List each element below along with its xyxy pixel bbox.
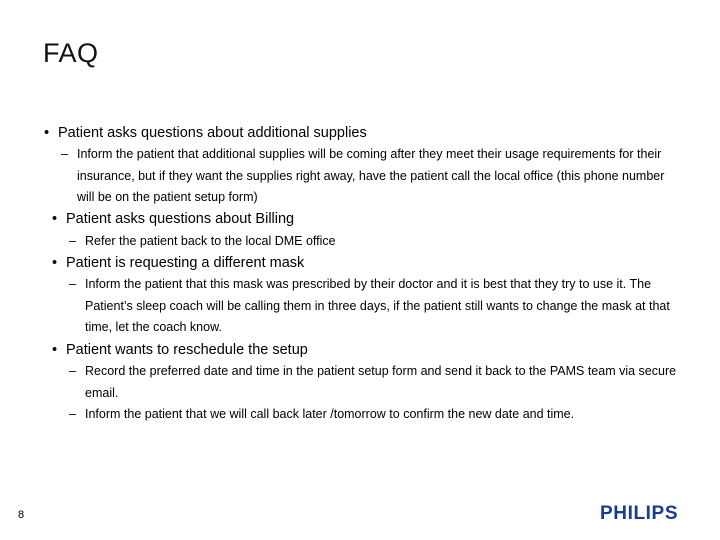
sub-item-text: Inform the patient that we will call back later /tomorrow to confirm the new date and time.	[85, 407, 575, 421]
dash-marker: –	[69, 407, 76, 421]
dash-marker: –	[61, 147, 68, 161]
sub-item	[69, 404, 709, 426]
bullet-heading: Patient asks questions about additional supplies	[58, 125, 367, 141]
slide-title: FAQ	[43, 38, 99, 68]
bullet-marker: •	[52, 211, 58, 227]
bullet-item	[52, 341, 308, 359]
sub-item-text: Record the preferred date and time in the patient setup form and send it back to the PAMS team via secure email.	[85, 364, 677, 400]
sub-item-text: Refer the patient back to the local DME office	[85, 234, 336, 248]
sub-item-text: Inform the patient that additional supplies will be coming after they meet their usage requirements for their insurance, but if they want the supplies right away, have the patient call the local office (this phone number will be on the patient setup form)	[77, 147, 665, 204]
dash-marker: –	[69, 364, 76, 378]
dash-marker: –	[69, 277, 76, 291]
sub-item	[61, 144, 681, 209]
bullet-heading: Patient is requesting a different mask	[66, 255, 305, 271]
page-number: 8	[18, 509, 25, 521]
bullet-item	[44, 124, 367, 142]
bullet-item	[52, 254, 304, 272]
sub-item-text: Inform the patient that this mask was prescribed by their doctor and it is best that they try to use it. The Patient’s sleep coach will be calling them in three days, if the patient still wants to change the mask at that time, let the coach know.	[85, 277, 670, 334]
bullet-marker: •	[44, 125, 50, 141]
bullet-item	[52, 210, 294, 228]
bullet-marker: •	[52, 342, 58, 358]
sub-item	[69, 361, 684, 404]
sub-item	[69, 274, 679, 339]
bullet-heading: Patient wants to reschedule the setup	[66, 342, 308, 358]
dash-marker: –	[69, 234, 76, 248]
bullet-heading: Patient asks questions about Billing	[66, 211, 295, 227]
philips-logo: PHILIPS	[600, 503, 679, 524]
bullet-marker: •	[52, 255, 58, 271]
sub-item	[69, 231, 689, 253]
